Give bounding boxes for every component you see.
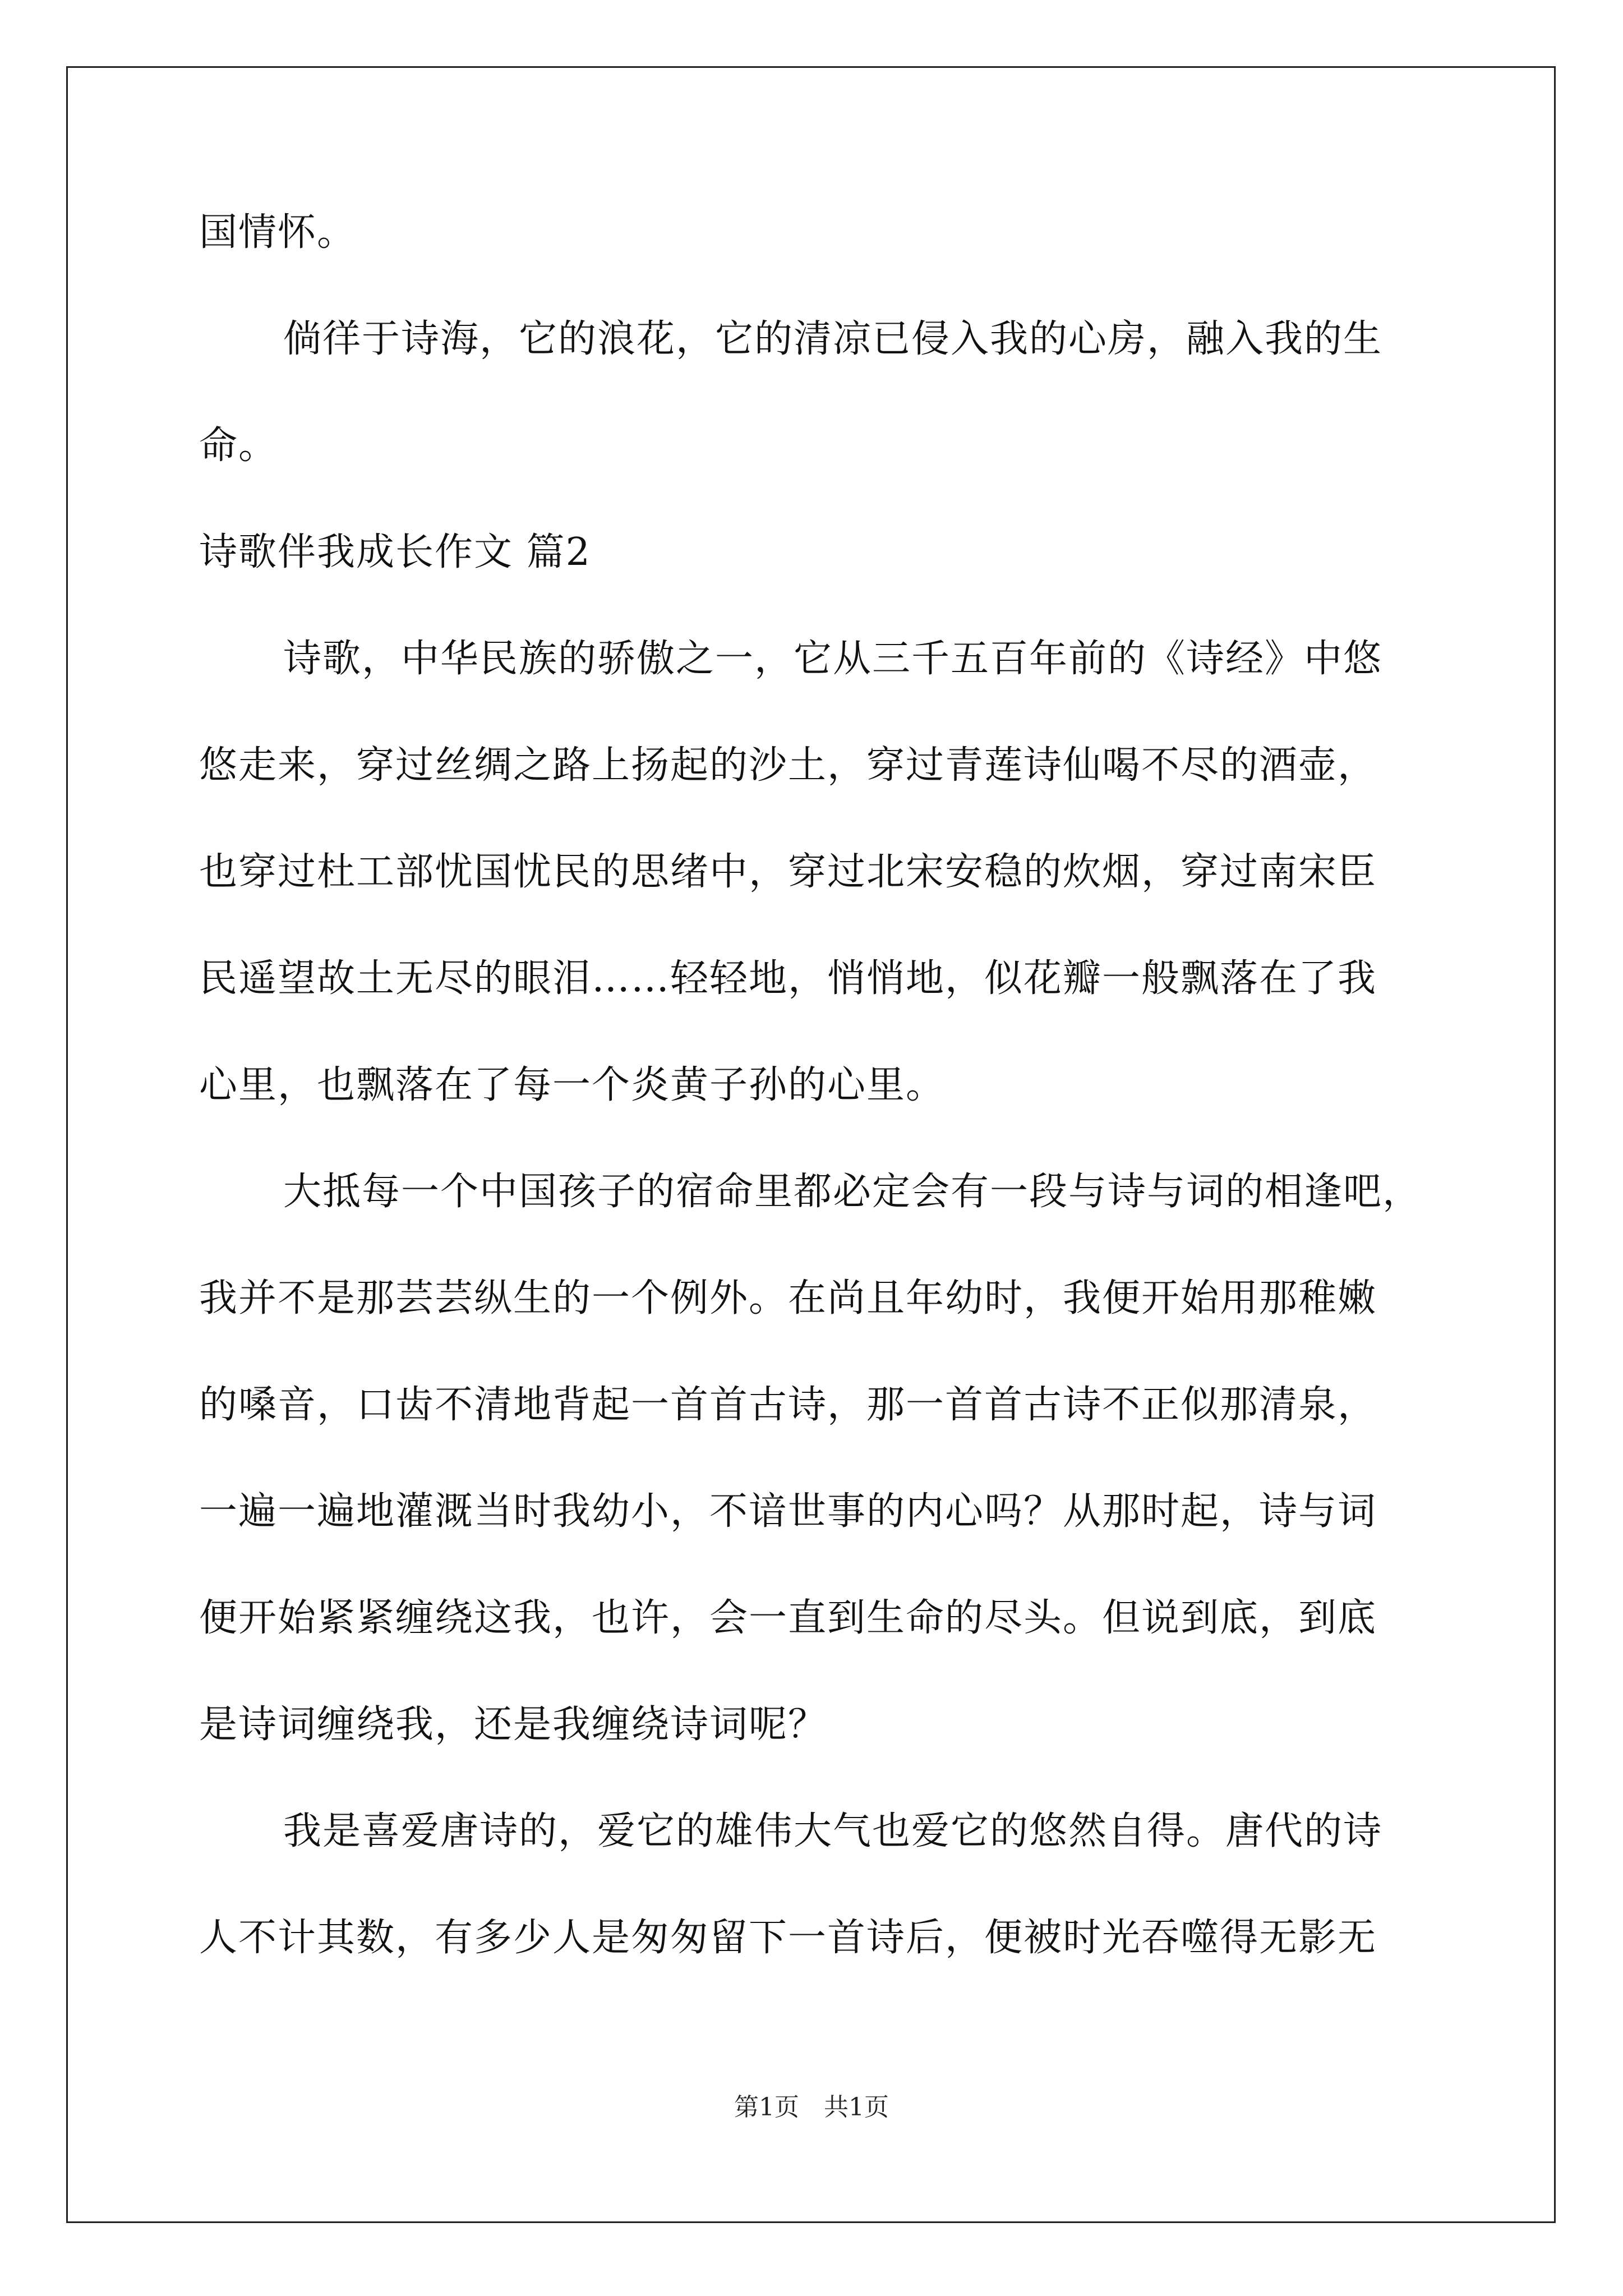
paragraph-line: 人不计其数，有多少人是匆匆留下一首诗后，便被时光吞噬得无影无 [199,1916,1377,1960]
paragraph-line: 民遥望故土无尽的眼泪……轻轻地，悄悄地，似花瓣一般飘落在了我 [199,956,1377,1001]
paragraph-line: 我是喜爱唐诗的，爱它的雄伟大气也爱它的悠然自得。唐代的诗 [283,1809,1383,1853]
page-border [66,66,1556,2223]
page-number-footer: 第1页 共1页 [734,2093,889,2122]
paragraph-line: 国情怀。 [199,210,357,255]
paragraph-line: 的嗓音，口齿不清地背起一首首古诗，那一首首古诗不正似那清泉， [199,1383,1377,1427]
paragraph-line: 也穿过杜工部忧国忧民的思绪中，穿过北宋安稳的炊烟，穿过南宋臣 [199,850,1377,894]
paragraph-line: 大抵每一个中国孩子的宿命里都必定会有一段与诗与词的相逢吧， [283,1170,1422,1214]
paragraph-line: 悠走来，穿过丝绸之路上扬起的沙土，穿过青莲诗仙喝不尽的酒壶， [199,743,1377,788]
paragraph-line: 是诗词缠绕我，还是我缠绕诗词呢？ [199,1703,828,1747]
paragraph-line: 诗歌，中华民族的骄傲之一，它从三千五百年前的《诗经》中悠 [283,637,1383,681]
paragraph-line: 便开始紧紧缠绕这我，也许，会一直到生命的尽头。但说到底，到底 [199,1596,1377,1640]
section-heading: 诗歌伴我成长作文 篇2 [199,530,591,574]
paragraph-line: 心里，也飘落在了每一个炎黄子孙的心里。 [199,1063,946,1107]
paragraph-line: 命。 [199,424,278,468]
paragraph-line: 倘徉于诗海，它的浪花，它的清凉已侵入我的心房，融入我的生 [283,317,1383,361]
paragraph-line: 我并不是那芸芸纵生的一个例外。在尚且年幼时，我便开始用那稚嫩 [199,1276,1377,1320]
paragraph-line: 一遍一遍地灌溉当时我幼小，不谙世事的内心吗？从那时起，诗与词 [199,1489,1377,1534]
